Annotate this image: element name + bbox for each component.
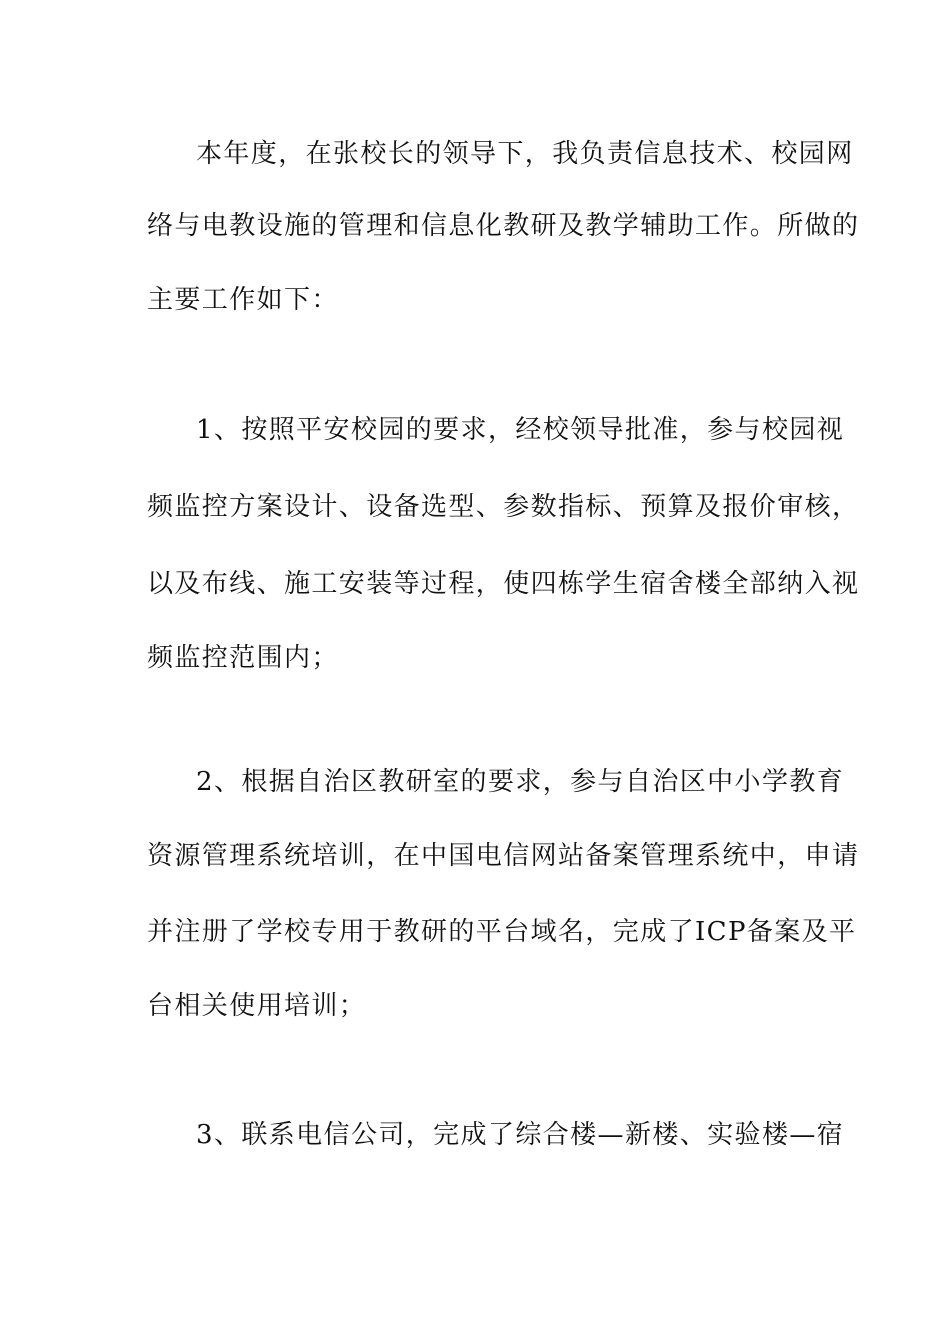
paragraph-3-line-2: 资源管理系统培训，在中国电信网站备案管理系统中，申请	[147, 841, 860, 871]
paragraph-4-line-1: 3、联系电信公司，完成了综合楼—新楼、实验楼—宿	[196, 1120, 845, 1150]
paragraph-1-line-3: 主要工作如下：	[147, 285, 339, 315]
paragraph-2-line-2: 频监控方案设计、设备选型、参数指标、预算及报价审核，	[147, 492, 860, 522]
paragraph-2-line-4: 频监控范围内；	[147, 643, 339, 673]
paragraph-1-line-1: 本年度，在张校长的领导下，我负责信息技术、校园网	[196, 139, 854, 169]
paragraph-2-line-1: 1、按照平安校园的要求，经校领导批准，参与校园视	[196, 415, 845, 445]
paragraph-2-line-3: 以及布线、施工安装等过程，使四栋学生宿舍楼全部纳入视	[147, 569, 860, 599]
paragraph-1-line-2: 络与电教设施的管理和信息化教研及教学辅助工作。所做的	[147, 211, 860, 241]
paragraph-3-line-3: 并注册了学校专用于教研的平台域名，完成了ICP备案及平	[147, 917, 857, 947]
paragraph-3-line-4: 台相关使用培训；	[147, 991, 367, 1021]
paragraph-3-line-1: 2、根据自治区教研室的要求，参与自治区中小学教育	[196, 767, 845, 797]
